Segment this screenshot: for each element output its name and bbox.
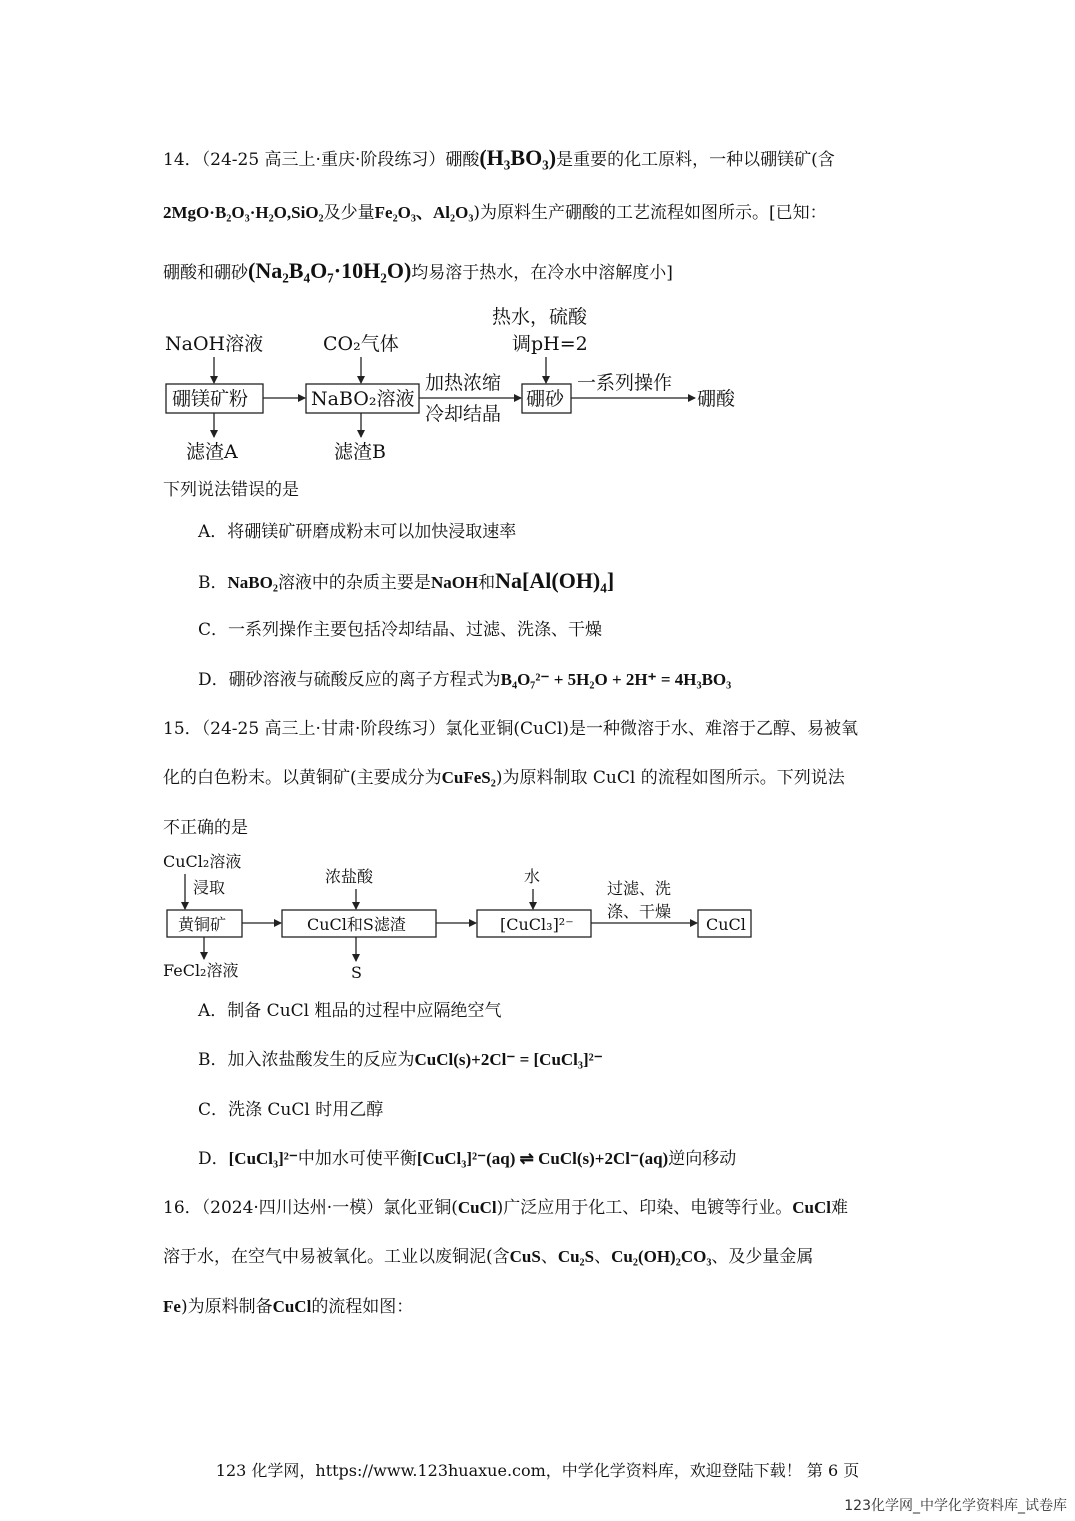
q14-header: 14．（24-25 高三上·重庆·阶段练习）硼酸 — [163, 150, 480, 170]
q14-box3-label: 硼砂 — [526, 388, 565, 410]
q14-text1: 是重要的化工原料，一种以硼镁矿(含 — [556, 150, 835, 170]
q15-box3-label: [CuCl₃]²⁻ — [500, 915, 574, 934]
q14-option-b-text1: 溶液中的杂质主要是 — [277, 573, 431, 593]
q14-text3: )为原料生产硼酸的工艺流程如图所示。[已知： — [473, 203, 827, 223]
q14-product-label: 硼酸 — [697, 388, 736, 410]
q15-line2-post: )为原料制取 CuCl 的流程如图所示。下列说法 — [495, 768, 845, 788]
q14-option-b-formula2: NaOH — [430, 573, 479, 592]
q15-box1-label: 黄铜矿 — [178, 915, 227, 934]
q14-cool-label: 冷却结晶 — [425, 403, 502, 425]
q14-formula-borax: (Na₂B₄O₇·10H₂O) — [248, 258, 412, 283]
q16-line1-post: 难 — [830, 1198, 848, 1218]
q15-box4-label: CuCl — [706, 915, 746, 934]
q16-formula-cucl-3: CuCl — [272, 1297, 312, 1316]
q15-option-b-formula: CuCl(s)+2Cl⁻ = [CuCl₃]²⁻ — [414, 1050, 603, 1069]
q14-residue-b-label: 滤渣B — [334, 441, 386, 463]
q14-ops-label: 一系列操作 — [577, 372, 673, 394]
q15-option-d-prefix: D． — [198, 1149, 229, 1169]
q14-hot-water-label: 热水，硫酸 — [492, 306, 588, 328]
q15-water-label: 水 — [524, 867, 541, 886]
q15-box2-label: CuCl和S滤渣 — [307, 915, 406, 934]
q14-option-a: A．将硼镁矿研磨成粉末可以加快浸取速率 — [198, 522, 517, 542]
q16-formula-cucl-1: CuCl — [457, 1198, 497, 1217]
q14-option-b-text2: 和 — [478, 573, 496, 593]
q15-hcl-label: 浓盐酸 — [325, 867, 374, 886]
q14-heat-label: 加热浓缩 — [425, 372, 502, 394]
q15-option-b-text: B．加入浓盐酸发生的反应为 — [198, 1050, 415, 1070]
q15-line1: 15．（24-25 高三上·甘肃·阶段练习）氯化亚铜(CuCl)是一种微溶于水、难溶于乙醇、易被氧 — [163, 719, 859, 739]
q15-formula-cufes2: CuFeS₂ — [441, 768, 496, 787]
q14-option-d-formula: B₄O₇²⁻ + 5H₂O + 2H⁺ = 4H₃BO₃ — [500, 670, 732, 689]
q15-option-d-formula2: [CuCl₃]²⁻(aq) ⇌ CuCl(s)+2Cl⁻(aq) — [416, 1149, 669, 1168]
q16-line3-mid: )为原料制备 — [180, 1297, 273, 1317]
q15-option-c: C．洗涤 CuCl 时用乙醇 — [198, 1100, 384, 1120]
q14-formula-fe: Fe₂O₃、Al₂O₃ — [374, 203, 474, 222]
q15-option-d — [198, 1146, 736, 1172]
q14-residue-a-label: 滤渣A — [186, 441, 238, 463]
q15-cucl2-label: CuCl₂溶液 — [163, 852, 242, 871]
q15-leach-label: 浸取 — [193, 878, 226, 897]
q15-s-label: S — [351, 963, 362, 982]
q16-line3 — [163, 1294, 413, 1320]
q14-text4: 硼酸和硼砂 — [163, 263, 248, 283]
q14-ph-label: 调pH=2 — [512, 333, 588, 355]
q15-filter2-label: 涤、干燥 — [607, 902, 672, 921]
q14-formula-h3bo3: (H₃BO₃) — [479, 145, 557, 170]
q14-option-d-text: D．硼砂溶液与硫酸反应的离子方程式为 — [198, 670, 501, 690]
q14-question: 下列说法错误的是 — [163, 480, 299, 500]
q14-formula-ore: 2MgO·B₂O₃·H₂O,SiO₂ — [163, 203, 324, 222]
q15-line3: 不正确的是 — [163, 818, 248, 838]
q14-box1-label: 硼镁矿粉 — [172, 388, 249, 410]
q14-option-b-formula1: NaBO₂ — [227, 573, 278, 592]
q14-text5: 均易溶于热水，在冷水中溶解度小] — [411, 263, 673, 283]
q14-co2-label: CO₂气体 — [323, 333, 399, 355]
q16-sep2: 、 — [594, 1247, 612, 1267]
q16-formula-cu2s: Cu₂S — [557, 1247, 595, 1266]
q16-formula-cu2oh2co3: Cu₂(OH)₂CO₃ — [611, 1247, 712, 1266]
q15-option-d-formula1: [CuCl₃]²⁻ — [228, 1149, 298, 1168]
q14-box2-label: NaBO₂溶液 — [311, 388, 415, 410]
q15-option-a: A．制备 CuCl 粗品的过程中应隔绝空气 — [198, 1001, 502, 1021]
watermark: 123化学网_中学化学资料库_试卷库 — [844, 1498, 1067, 1514]
q16-line1-mid: )广泛应用于化工、印染、电镀等行业。 — [496, 1198, 793, 1218]
q15-option-b — [198, 1047, 603, 1073]
q14-naoh-label: NaOH溶液 — [165, 333, 264, 355]
q16-formula-cucl-2: CuCl — [792, 1198, 831, 1217]
q15-option-d-text2: 逆向移动 — [668, 1149, 737, 1169]
q16-line3-post: 的流程如图： — [311, 1297, 414, 1317]
page-footer: 123 化学网，https://www.123huaxue.com，中学化学资料库，欢迎登陆下载！ 第 6 页 — [215, 1461, 860, 1480]
q16-line1-pre: 16．（2024·四川达州·一模）氯化亚铜( — [163, 1198, 458, 1218]
q16-formula-cus: CuS — [509, 1247, 541, 1266]
q16-line2 — [163, 1244, 813, 1270]
q16-line2-post: 、及少量金属 — [711, 1247, 814, 1267]
q15-option-d-text1: 中加水可使平衡 — [297, 1149, 417, 1169]
q16-line2-pre: 溶于水，在空气中易被氧化。工业以废铜泥(含 — [163, 1247, 510, 1267]
q16-formula-fe: Fe — [163, 1297, 181, 1316]
q15-filter1-label: 过滤、洗 — [607, 879, 672, 898]
q14-text2: 及少量 — [323, 203, 375, 223]
q16-line1 — [163, 1195, 848, 1221]
q15-fecl2-label: FeCl₂溶液 — [163, 961, 239, 980]
q14-option-b-formula3: Na[Al(OH)₄] — [495, 568, 615, 593]
q15-line2-pre: 化的白色粉末。以黄铜矿(主要成分为 — [163, 768, 442, 788]
q14-option-b-prefix: B． — [198, 573, 228, 593]
q14-option-c: C．一系列操作主要包括冷却结晶、过滤、洗涤、干燥 — [198, 620, 603, 640]
q16-sep1: 、 — [540, 1247, 558, 1267]
